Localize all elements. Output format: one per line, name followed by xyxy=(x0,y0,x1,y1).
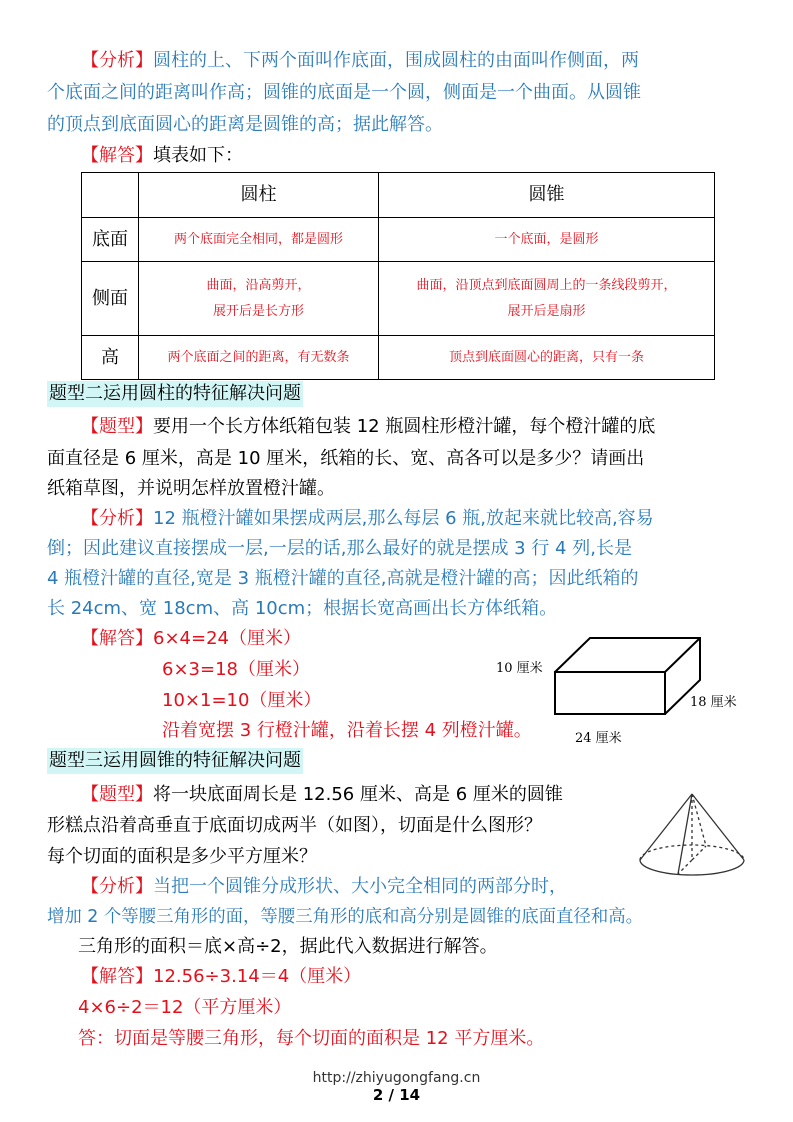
cylinder-cell: 两个底面之间的距离，有无数条 xyxy=(139,336,379,380)
table-header-cone: 圆锥 xyxy=(379,173,715,218)
footer-url: http://zhiyugongfang.cn xyxy=(312,1070,481,1086)
section-2-question-line-3: 纸箱草图，并说明怎样放置橙汁罐。 xyxy=(47,478,335,499)
section-3-analysis-line-3: 三角形的面积＝底×高÷2，据此代入数据进行解答。 xyxy=(78,936,498,957)
analysis-1-line-1: 【分析】圆柱的上、下两个面叫作底面，围成圆柱的由面叫作侧面，两 xyxy=(81,50,639,71)
analysis-1-line-2: 个底面之间的距离叫作高；圆锥的底面是一个圆，侧面是一个曲面。从圆锥 xyxy=(47,82,641,103)
section-2-analysis-line-1: 【分析】12 瓶橙汁罐如果摆成两层,那么每层 6 瓶,放起来就比较高,容易 xyxy=(81,508,654,529)
answer-1-line: 【解答】填表如下： xyxy=(81,145,243,166)
box-length-label: 24 厘米 xyxy=(575,731,622,746)
cone-cell: 曲面，沿顶点到底面圆周上的一条线段剪开， 展开后是扇形 xyxy=(379,262,715,336)
analysis-tag: 【分析】 xyxy=(81,50,153,71)
cone-cell: 顶点到底面圆心的距离，只有一条 xyxy=(379,336,715,380)
comparison-table xyxy=(81,172,715,380)
table-row xyxy=(82,218,715,262)
section-3-answer-line-3: 答：切面是等腰三角形，每个切面的面积是 12 平方厘米。 xyxy=(78,1028,545,1049)
answer-tag: 【解答】 xyxy=(81,145,153,166)
section-3-analysis-line-1: 【分析】当把一个圆锥分成形状、大小完全相同的两部分时， xyxy=(81,876,567,897)
cone-cell: 一个底面，是圆形 xyxy=(379,218,715,262)
section-2-question-line-2: 面直径是 6 厘米，高是 10 厘米，纸箱的长、宽、高各可以是多少？请画出 xyxy=(47,448,645,469)
section-2-answer-line-2: 6×3=18（厘米） xyxy=(162,659,310,680)
row-label: 底面 xyxy=(82,218,139,262)
section-3-question-line-3: 每个切面的面积是多少平方厘米？ xyxy=(47,846,317,867)
section-3-question-line-1: 【题型】将一块底面周长是 12.56 厘米、高是 6 厘米的圆锥 xyxy=(81,784,563,805)
section-3-answer-line-2: 4×6÷2＝12（平方厘米） xyxy=(78,997,292,1018)
section-3-question-line-2: 形糕点沿着高垂直于底面切成两半（如图），切面是什么图形？ xyxy=(47,815,542,836)
section-2-analysis-line-2: 倒；因此建议直接摆成一层,一层的话,那么最好的就是摆成 3 行 4 列,长是 xyxy=(47,538,632,559)
section-2-question-line-1: 【题型】要用一个长方体纸箱包装 12 瓶圆柱形橙汁罐，每个橙汁罐的底 xyxy=(81,416,656,437)
box-height-label: 10 厘米 xyxy=(496,661,543,676)
cone-diagram xyxy=(632,790,752,885)
table-header-empty xyxy=(82,173,139,218)
section-2-analysis-line-3: 4 瓶橙汁罐的直径,宽是 3 瓶橙汁罐的直径,高就是橙汁罐的高；因此纸箱的 xyxy=(47,568,639,589)
row-label: 高 xyxy=(82,336,139,380)
cylinder-cell: 两个底面完全相同，都是圆形 xyxy=(139,218,379,262)
table-header-cylinder: 圆柱 xyxy=(139,173,379,218)
table-header-row xyxy=(82,173,715,218)
analysis-1-line-3: 的顶点到底面圆心的距离是圆锥的高；据此解答。 xyxy=(47,114,443,135)
section-3-analysis-line-2: 增加 2 个等腰三角形的面，等腰三角形的底和高分别是圆锥的底面直径和高。 xyxy=(47,907,644,927)
page-number: 2 / 14 xyxy=(372,1086,421,1104)
row-label: 侧面 xyxy=(82,262,139,336)
cylinder-cell: 曲面，沿高剪开， 展开后是长方形 xyxy=(139,262,379,336)
box-diagram xyxy=(490,630,750,750)
section-3-answer-line-1: 【解答】12.56÷3.14＝4（厘米） xyxy=(81,966,362,987)
section-3-heading: 题型三运用圆锥的特征解决问题 xyxy=(47,748,303,774)
table-row xyxy=(82,262,715,336)
section-2-heading: 题型二运用圆柱的特征解决问题 xyxy=(47,381,303,407)
section-2-analysis-line-4: 长 24cm、宽 18cm、高 10cm；根据长宽高画出长方体纸箱。 xyxy=(47,598,558,619)
section-2-answer-line-1: 【解答】6×4=24（厘米） xyxy=(81,628,301,649)
table-row xyxy=(82,336,715,380)
box-width-label: 18 厘米 xyxy=(690,695,737,710)
section-2-answer-line-4: 沿着宽摆 3 行橙汁罐，沿着长摆 4 列橙汁罐。 xyxy=(162,720,532,741)
section-2-answer-line-3: 10×1=10（厘米） xyxy=(162,690,322,711)
